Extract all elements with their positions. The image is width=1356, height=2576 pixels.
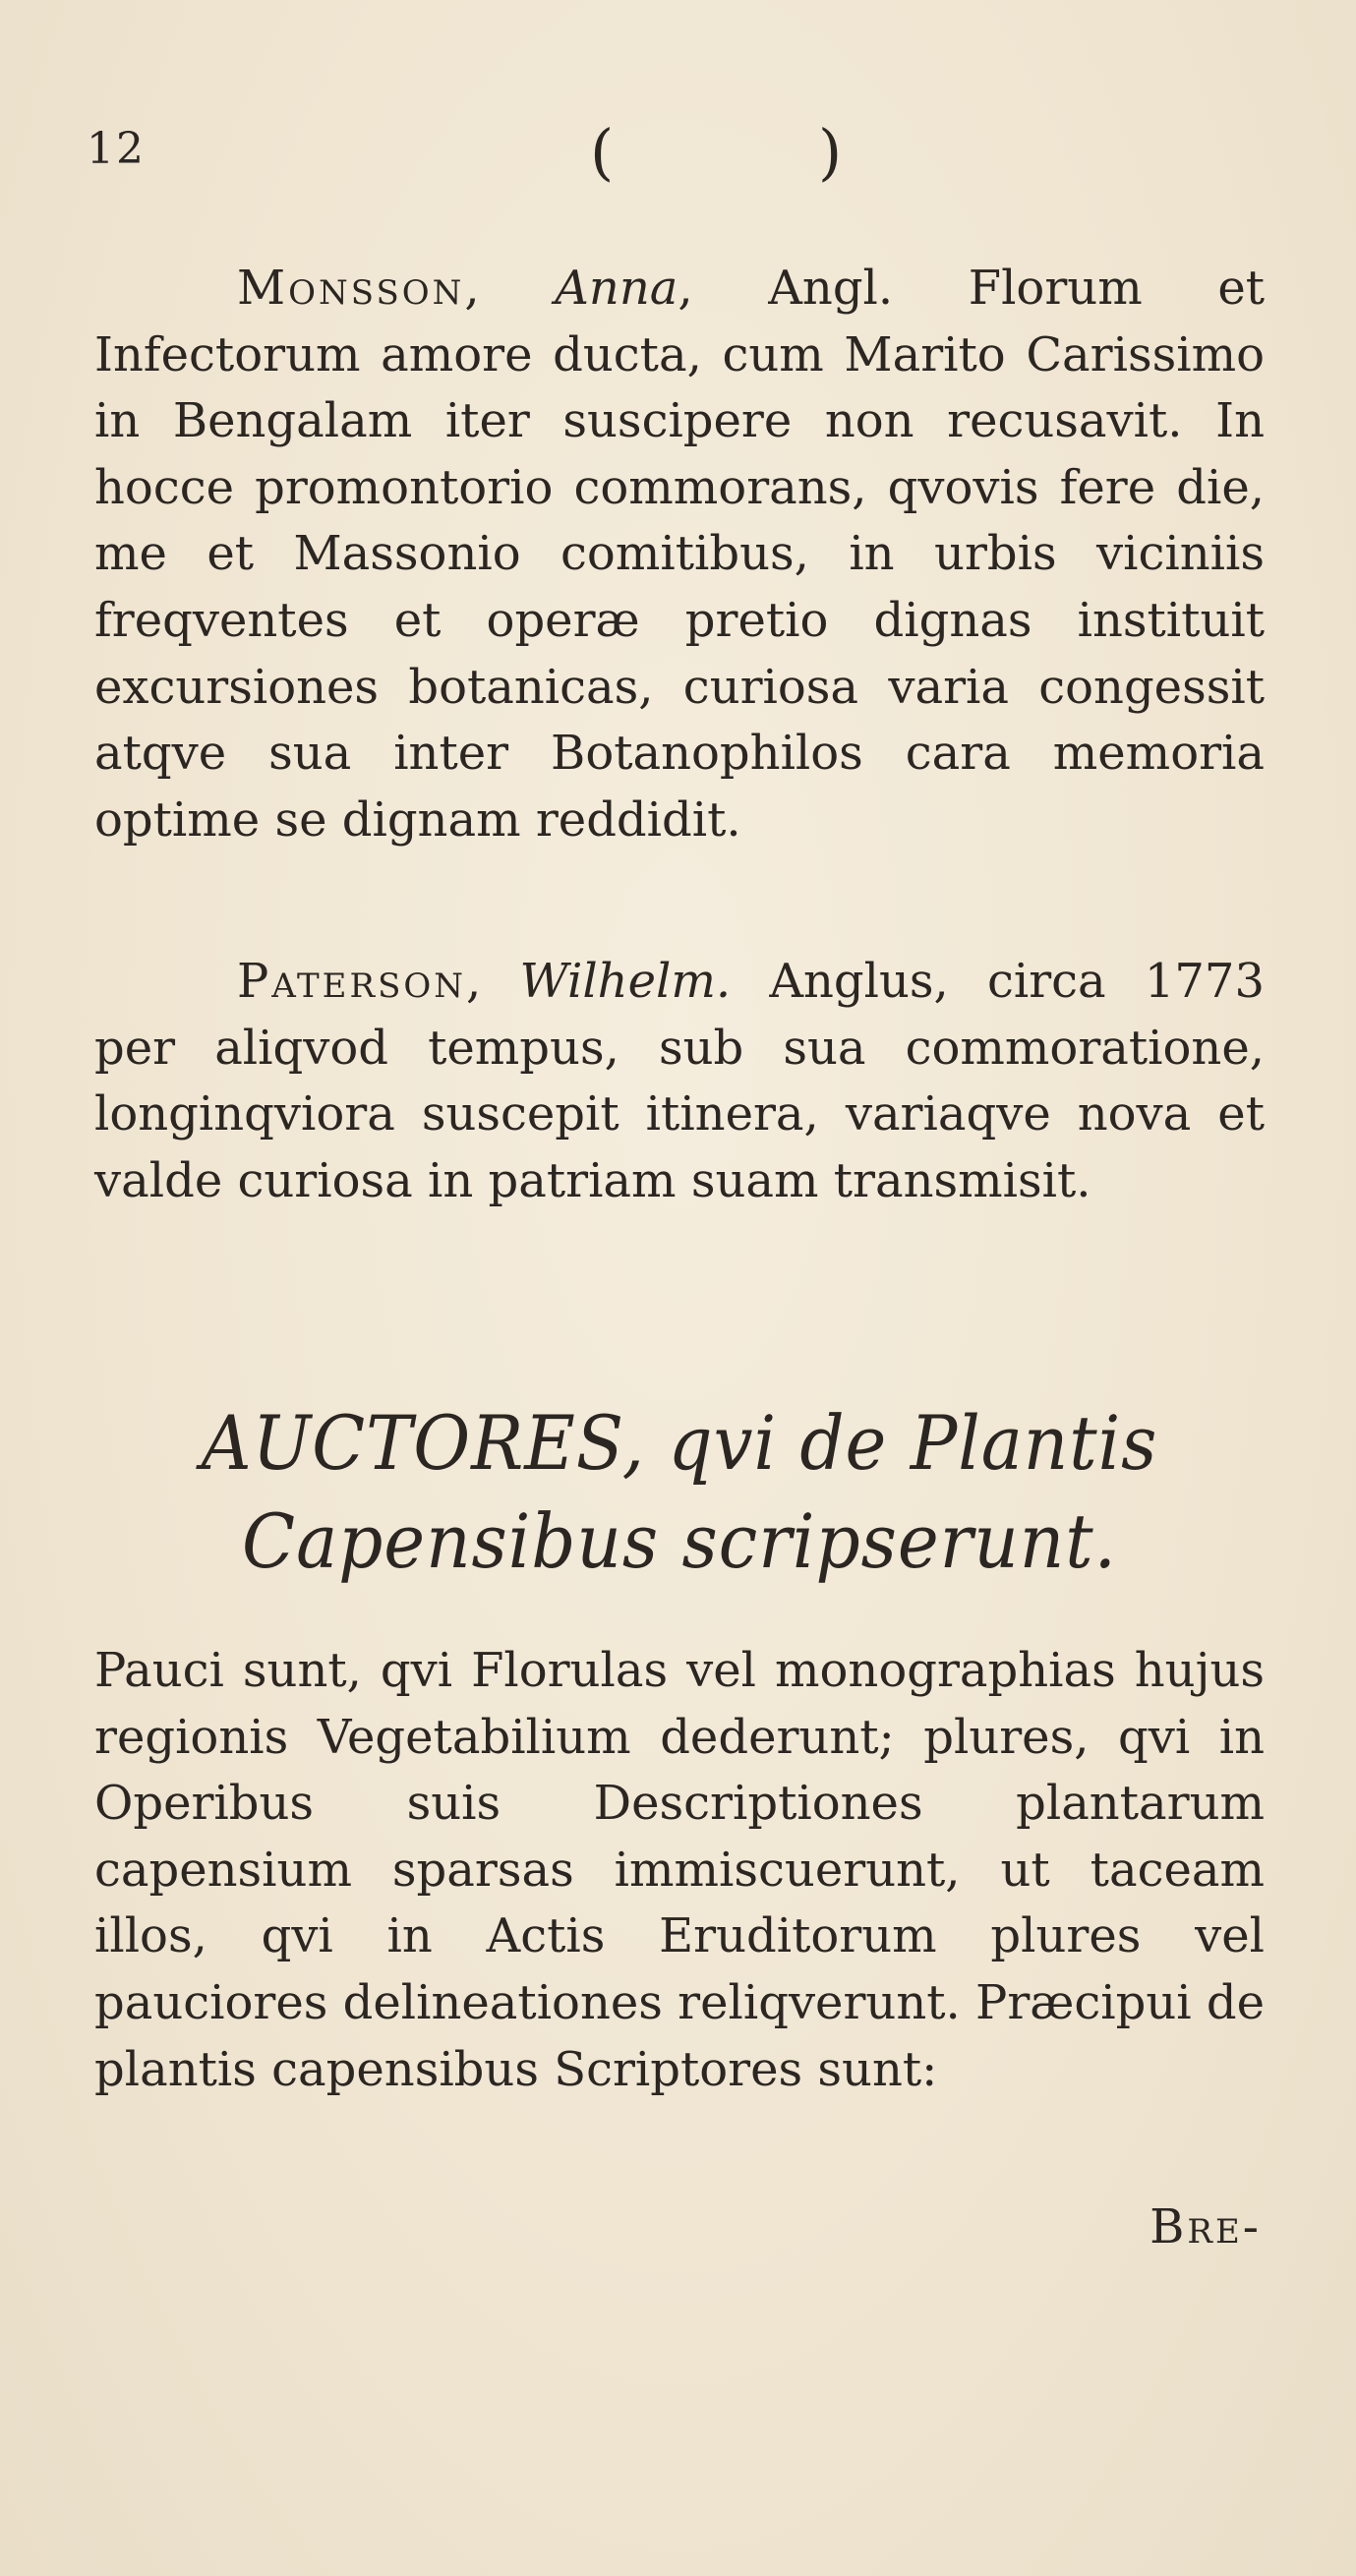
entry-given-name: Wilhelm. <box>519 954 732 1009</box>
entry-name: Monsson <box>237 261 465 316</box>
page-number: 12 <box>87 124 146 174</box>
entry-name: Paterson <box>237 954 467 1009</box>
entry-text: Angl. Florum et Infectorum amore ducta, cum Marito Carissimo in Bengalam iter suscipere non recusavit. In hocce promontorio commorans, qvovis fere die, me et Massonio comitibus, in urbis viciniis freqventes et operæ pretio dignas instituit excursiones botanicas, curiosa varia congessit atqve sua inter Botanophilos cara memoria optime se dignam reddidit. <box>94 261 1266 848</box>
entry-given-name: Anna <box>555 261 678 316</box>
header-paren-left: ( <box>590 116 615 188</box>
entry-paterson: Paterson, Wilhelm. Anglus, circa 1773 per aliqvod tempus, sub sua commoratione, longinqviora suscepit itinera, variaqve nova et valde curiosa in patriam suam transmisit. <box>94 954 1265 1208</box>
header-paren-right: ) <box>818 116 843 188</box>
catchword: Bre- <box>1150 2199 1262 2254</box>
entry-monsson: Monsson, Anna, Angl. Florum et Infectorum amore ducta, cum Marito Carissimo in Bengalam iter suscipere non recusavit. In hocce promontorio commorans, qvovis fere die, me et Massonio comitibus, in urbis viciniis freqventes et operæ pretio dignas instituit excursiones botanicas, curiosa varia congessit atqve sua inter Botanophilos cara memoria optime se dignam reddidit. <box>94 261 1266 848</box>
page-header <box>0 116 1356 214</box>
heading-line-2: Capensibus scripserunt. <box>242 1497 1117 1585</box>
heading-main: AUCTORES <box>201 1399 622 1487</box>
entry-text: Anglus, circa 1773 per aliqvod tempus, sub sua commoratione, longinqviora suscepit itinera, variaqve nova et valde curiosa in patriam suam transmisit. <box>94 954 1265 1208</box>
section-heading <box>136 1394 1224 1591</box>
intro-paragraph: Pauci sunt, qvi Florulas vel monographias hujus regionis Vegetabilium dederunt; plures, qvi in Operibus suis Descriptiones plantarum capensium sparsas immiscuerunt, ut taceam illos, qvi in Actis Eruditorum plures vel pauciores delineationes reliqverunt. Præcipui de plantis capensibus Scriptores sunt: <box>94 1643 1266 2097</box>
heading-rest: , qvi de Plantis <box>621 1399 1158 1487</box>
